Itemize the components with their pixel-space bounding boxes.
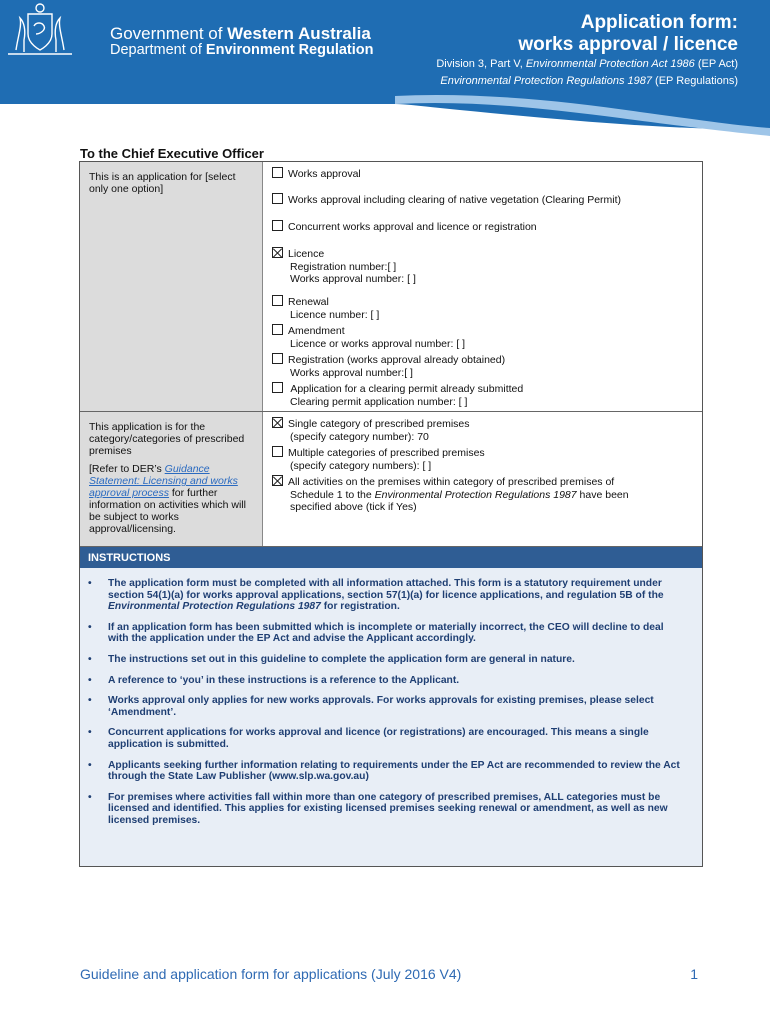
- category-option: [272, 417, 470, 443]
- instruction-text: A reference to ‘you’ in these instructions is a reference to the Applicant.: [108, 674, 460, 686]
- instructions-list: [80, 568, 702, 827]
- instruction-item: [88, 695, 682, 718]
- bullet-icon: •: [88, 621, 92, 633]
- option-sub-field: (specify category numbers): [ ]: [290, 459, 432, 472]
- application-option: [272, 324, 465, 350]
- bullet-icon: •: [88, 759, 92, 771]
- department-name: Department of Environment Regulation: [110, 42, 374, 58]
- instruction-text: Works approval only applies for new works approvals. For works approvals for existing premises, please select ‘Amendment’.: [108, 695, 654, 718]
- form-title: Application form: works approval / licence: [518, 12, 738, 55]
- application-type-label: This is an application for [select only one option]: [89, 171, 236, 195]
- checkbox-unchecked[interactable]: [272, 382, 283, 393]
- bullet-icon: •: [88, 578, 92, 589]
- application-type-row: [80, 162, 702, 412]
- wa-coat-of-arms-icon: [0, 0, 80, 60]
- option-sub-field: Licence number: [ ]: [290, 308, 380, 321]
- checkbox-unchecked[interactable]: [272, 220, 283, 231]
- option-label: Licence: [288, 248, 325, 260]
- guidance-reference: [Refer to DER’s Guidance Statement: Licensing and works approval process for further information on activities which will be subject to works approval/licensing.: [89, 463, 246, 535]
- guidance-statement-link[interactable]: Guidance Statement: Licensing and works approval process: [89, 463, 238, 499]
- application-option: [272, 247, 416, 286]
- bullet-icon: •: [88, 674, 92, 686]
- option-label: Single category of prescribed premises: [288, 418, 470, 430]
- footer-text: Guideline and application form for applications (July 2016 V4): [80, 966, 462, 982]
- instruction-text: Concurrent applications for works approval and licence (or registrations) are encouraged. This means a single application is submitted.: [108, 727, 649, 750]
- checkbox-checked[interactable]: [272, 475, 283, 486]
- header-banner: [0, 0, 770, 140]
- sub-text: Schedule 1 to the: [290, 488, 375, 501]
- checkbox-unchecked[interactable]: [272, 295, 283, 306]
- form-heading: To the Chief Executive Officer: [80, 146, 264, 161]
- option-sub-field: (specify category number): 70: [290, 430, 429, 443]
- category-label-cell: [80, 412, 263, 546]
- instruction-text: For premises where activities fall within more than one category of prescribed premises, ALL categories must be licensed and identified. This applies for existing licensed premises seeking renewal or amendment, as well as new licensed premises.: [108, 791, 668, 826]
- option-sub-field: Works approval number:[ ]: [290, 366, 413, 379]
- application-option: [272, 167, 361, 181]
- option-sub-field: Registration number:[ ]: [290, 260, 397, 273]
- sub-text: have been: [576, 488, 629, 501]
- regulation-name: Environmental Protection Regulations 1987: [374, 488, 577, 501]
- option-label: Concurrent works approval and licence or registration: [288, 221, 537, 233]
- option-label: Renewal: [288, 296, 329, 308]
- option-sub-field: Clearing permit application number: [ ]: [290, 395, 468, 408]
- option-sub-field: specified above (tick if Yes): [290, 501, 417, 513]
- page-number: 1: [690, 966, 698, 982]
- application-option: [272, 220, 537, 234]
- option-label: All activities on the premises within category of prescribed premises of: [288, 476, 615, 488]
- instruction-item: [88, 727, 682, 750]
- instruction-item: [88, 622, 682, 645]
- category-option: [272, 446, 485, 472]
- option-label: Multiple categories of prescribed premises: [288, 447, 485, 459]
- government-name: Government of Western Australia: [110, 24, 371, 43]
- application-option: [272, 353, 505, 379]
- checkbox-checked[interactable]: [272, 417, 283, 428]
- option-label: Application for a clearing permit already submitted: [288, 383, 524, 395]
- checkbox-unchecked[interactable]: [272, 446, 283, 457]
- option-label: Amendment: [288, 325, 345, 337]
- option-label: Works approval: [288, 168, 361, 180]
- category-row: [80, 412, 702, 546]
- instruction-item: [88, 760, 682, 783]
- instruction-text: The instructions set out in this guideline to complete the application form are general in nature.: [108, 653, 575, 665]
- instructions-heading: INSTRUCTIONS: [80, 546, 702, 568]
- bullet-icon: •: [88, 791, 92, 803]
- instruction-item: [88, 654, 682, 666]
- checkbox-unchecked[interactable]: [272, 167, 283, 178]
- option-sub-field: [272, 489, 629, 502]
- bullet-icon: •: [88, 695, 92, 707]
- application-option: [272, 295, 379, 321]
- option-label: Registration (works approval already obtained): [288, 354, 506, 366]
- application-form: [79, 161, 703, 867]
- category-label: This application is for the category/categories of prescribed premises: [89, 421, 245, 457]
- instruction-text: If an application form has been submitted which is incomplete or materially incorrect, the CEO will decline to deal with the application under the EP Act and advise the Applicant accordingly.: [108, 621, 664, 645]
- instruction-item: [88, 675, 682, 687]
- instruction-item: [88, 792, 682, 827]
- instruction-text: for registration.: [320, 601, 400, 613]
- bullet-icon: •: [88, 727, 92, 739]
- application-option: [272, 382, 523, 408]
- regulation-name: Environmental Protection Regulations 1987: [108, 601, 321, 613]
- checkbox-unchecked[interactable]: [272, 324, 283, 335]
- checkbox-unchecked[interactable]: [272, 193, 283, 204]
- instruction-text: The application form must be completed with all information attached. This form is a statutory requirement under section 54(1)(a) for works approval applications, section 57(1)(a) for licence applications, and regulation 5B of the: [108, 578, 664, 601]
- category-option: [272, 475, 629, 514]
- application-option: [272, 193, 621, 207]
- option-label: Works approval including clearing of native vegetation (Clearing Permit): [288, 194, 622, 206]
- application-type-label-cell: [80, 162, 263, 411]
- instructions-body: [80, 568, 702, 866]
- bullet-icon: •: [88, 653, 92, 665]
- checkbox-checked[interactable]: [272, 247, 283, 258]
- instruction-item: [88, 578, 682, 613]
- checkbox-unchecked[interactable]: [272, 353, 283, 364]
- form-subtitle: Division 3, Part V, Environmental Protection Act 1986 (EP Act) Environmental Protection Regulations 1987 (EP Regulations): [436, 58, 738, 87]
- option-sub-field: Licence or works approval number: [ ]: [290, 337, 466, 350]
- instruction-text: Applicants seeking further information relating to requirements under the EP Act are recommended to review the Act through the State Law Publisher (www.slp.wa.gov.au): [108, 759, 680, 783]
- option-sub-field: Works approval number: [ ]: [290, 273, 416, 285]
